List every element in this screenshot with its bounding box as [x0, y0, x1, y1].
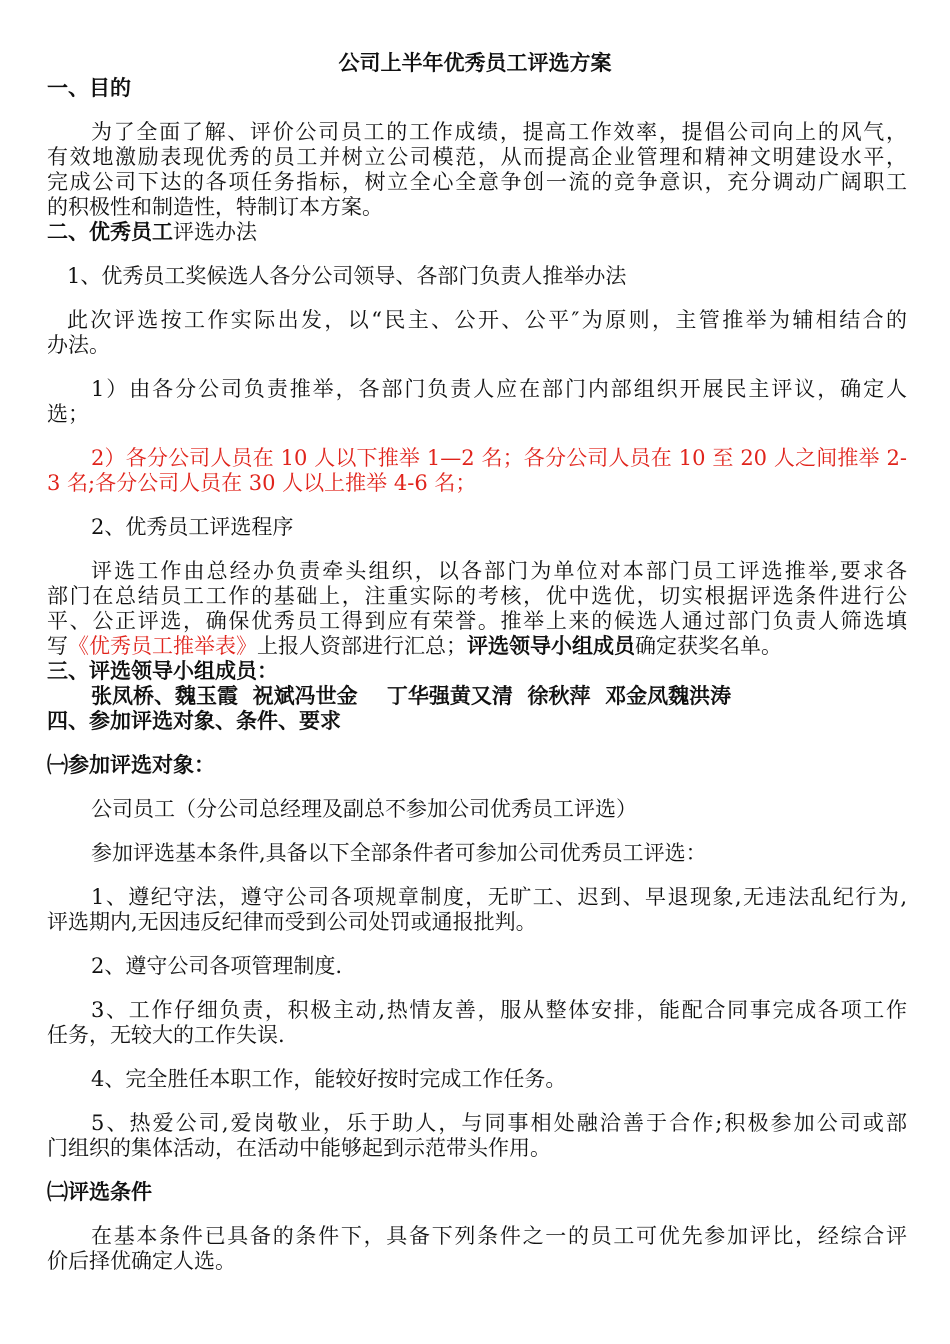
method-rule-1-line-1: 1）由各分公司负责推举，各部门负责人应在部门内部组织开展民主评议，确定人	[91, 377, 907, 401]
condition-5-line-2: 门组织的集体活动，在活动中能够起到示范带头作用。	[47, 1136, 551, 1160]
method-item-2: 2、优秀员工评选程序	[91, 515, 294, 539]
section-heading-method-bold: 二、优秀员工	[47, 220, 173, 244]
method-item-1: 1、优秀员工奖候选人各分公司领导、各部门负责人推举办法	[67, 264, 627, 288]
method-rule-2-line-2: 3 名;各分公司人员在 30 人以上推举 4-6 名；	[47, 471, 477, 495]
section-heading-method-rest: 评选办法	[173, 220, 257, 244]
procedure-line-4	[47, 634, 907, 659]
criteria-line-1: 在基本条件已具备的条件下，具备下列条件之一的员工可优先参加评比，经综合评	[91, 1224, 907, 1248]
recommendation-form-name: 《优秀员工推举表》	[68, 634, 257, 658]
section-heading-eligibility: 四、参加评选对象、条件、要求	[47, 709, 341, 733]
section-heading-leadership: 三、评选领导小组成员：	[47, 659, 278, 683]
purpose-line-1: 为了全面了解、评价公司员工的工作成绩，提高工作效率，提倡公司向上的风气，	[91, 120, 907, 144]
purpose-line-4: 的积极性和制造性，特制订本方案。	[47, 195, 383, 219]
method-rule-2-line-1: 2）各分公司人员在 10 人以下推举 1—2 名；各分公司人员在 10 至 20 人之间推举 2-	[91, 446, 907, 470]
procedure-text-b: 上报人资部进行汇总；	[257, 634, 467, 658]
purpose-line-3: 完成公司下达的各项任务指标，树立全心全意争创一流的竞争意识，充分调动广阔职工	[47, 170, 907, 194]
condition-4: 4、完全胜任本职工作，能较好按时完成工作任务。	[91, 1067, 567, 1091]
document-title: 公司上半年优秀员工评选方案	[338, 50, 612, 75]
subsection-heading-criteria: ㈡评选条件	[47, 1180, 152, 1204]
leadership-members: 张凤桥、魏玉霞 祝斌冯世金 丁华强黄又清 徐秋萍 邓金凤魏洪涛	[91, 684, 732, 708]
procedure-line-3: 平、公正评选，确保优秀员工得到应有荣誉。推举上来的候选人通过部门负责人筛选填	[47, 609, 907, 633]
condition-3-line-2: 任务，无较大的工作失误.	[47, 1023, 285, 1047]
method-principle-line-1: 此次评选按工作实际出发，以“民主、公开、公平″为原则，主管推举为辅相结合的	[67, 308, 907, 332]
section-heading-purpose: 一、目的	[47, 76, 131, 100]
section-heading-method	[47, 220, 907, 245]
condition-2: 2、遵守公司各项管理制度.	[91, 954, 343, 978]
method-principle-line-2: 办法。	[47, 333, 110, 357]
procedure-text-c: 确定获奖名单。	[635, 634, 782, 658]
participants-line: 公司员工（分公司总经理及副总不参加公司优秀员工评选）	[91, 797, 637, 821]
purpose-line-2: 有效地激励表现优秀的员工并树立公司模范，从而提高企业管理和精神文明建设水平，	[47, 145, 907, 169]
method-rule-1-line-2: 选；	[47, 402, 89, 426]
procedure-line-2: 部门在总结员工工作的基础上，注重实际的考核，优中选优，切实根据评选条件进行公	[47, 584, 907, 608]
condition-1-line-1: 1、遵纪守法，遵守公司各项规章制度，无旷工、迟到、早退现象,无违法乱纪行为,	[91, 885, 907, 909]
procedure-text-a: 写	[47, 634, 68, 658]
condition-5-line-1: 5、热爱公司,爱岗敬业，乐于助人，与同事相处融洽善于合作;积极参加公司或部	[91, 1111, 907, 1135]
criteria-line-2: 价后择优确定人选。	[47, 1249, 236, 1273]
procedure-line-1: 评选工作由总经办负责牵头组织，以各部门为单位对本部门员工评选推举,要求各	[91, 559, 907, 583]
subsection-heading-participants: ㈠参加评选对象：	[47, 753, 215, 777]
basic-conditions-intro: 参加评选基本条件,具备以下全部条件者可参加公司优秀员工评选：	[91, 841, 707, 865]
condition-3-line-1: 3、工作仔细负责，积极主动,热情友善，服从整体安排，能配合同事完成各项工作	[91, 998, 907, 1022]
condition-1-line-2: 评选期内,无因违反纪律而受到公司处罚或通报批判。	[47, 910, 537, 934]
leadership-group-emphasis: 评选领导小组成员	[467, 634, 635, 658]
